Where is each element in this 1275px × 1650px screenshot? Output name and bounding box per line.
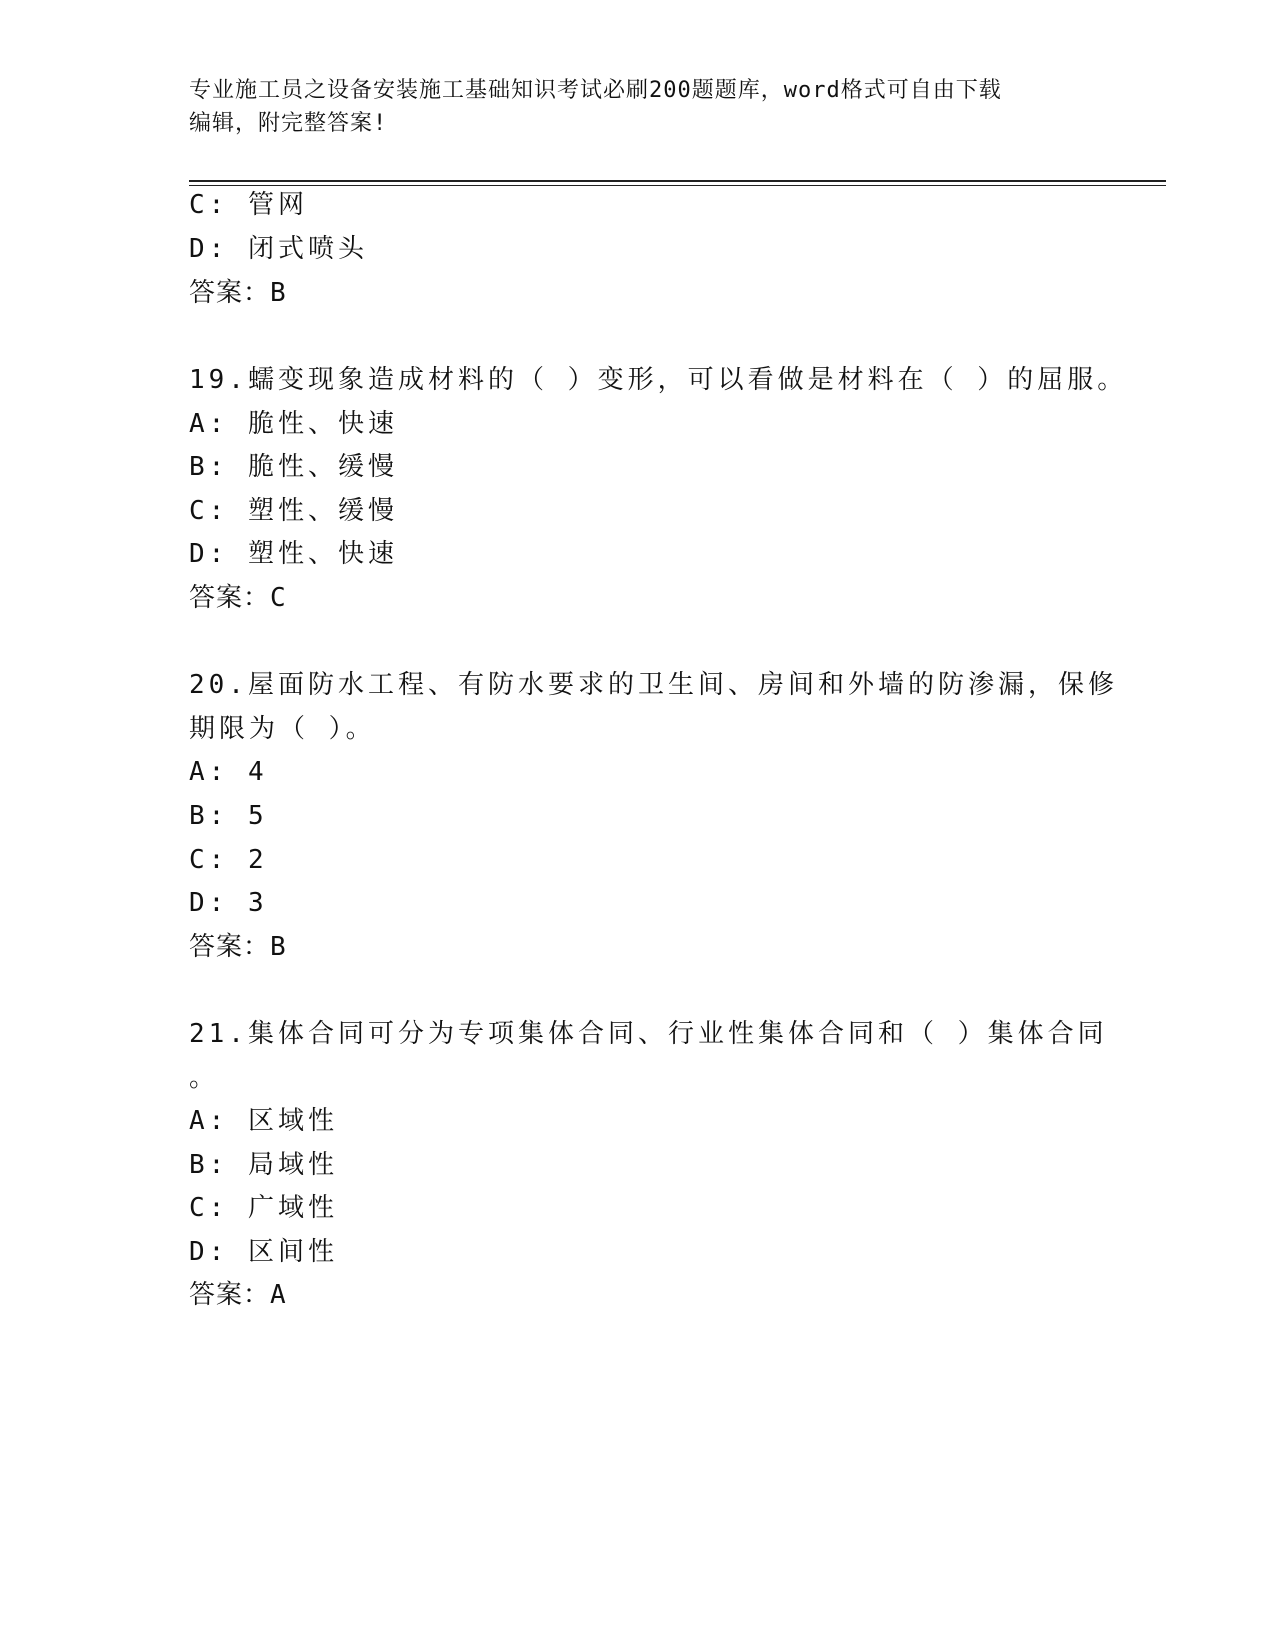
q21-option-a: A: 区域性 [189, 1106, 338, 1136]
q20-option-b: B: 5 [189, 801, 268, 831]
question-21-stem-line-2: 。 [189, 1063, 220, 1093]
q19-option-c: C: 塑性、缓慢 [189, 496, 398, 526]
q19-option-d: D: 塑性、快速 [189, 539, 398, 569]
q21-option-b: B: 局域性 [189, 1150, 338, 1180]
q21-answer: 答案：A [189, 1280, 287, 1310]
q19-answer: 答案：C [189, 583, 287, 613]
header-divider-thin [189, 185, 1166, 186]
q20-option-c: C: 2 [189, 845, 268, 875]
question-20-stem-line-1: 20.屋面防水工程、有防水要求的卫生间、房间和外墙的防渗漏，保修 [189, 670, 1118, 700]
q21-option-c: C: 广域性 [189, 1193, 338, 1223]
q21-option-d: D: 区间性 [189, 1237, 338, 1267]
header-line-1: 专业施工员之设备安装施工基础知识考试必刷200题题库，word格式可自由下载 [189, 78, 1002, 103]
header-line-2: 编辑，附完整答案! [189, 111, 388, 136]
question-19-stem: 19.蠕变现象造成材料的（ ）变形，可以看做是材料在（ ）的屈服。 [189, 365, 1128, 395]
document-header [189, 74, 1089, 140]
option-d: D: 闭式喷头 [189, 234, 368, 264]
q20-option-d: D: 3 [189, 888, 268, 918]
header-divider-thick [189, 180, 1166, 182]
q19-option-b: B: 脆性、缓慢 [189, 452, 398, 482]
answer: 答案：B [189, 278, 287, 308]
q20-option-a: A: 4 [189, 757, 268, 787]
question-20-stem-line-2: 期限为（ ）。 [189, 714, 376, 744]
q20-answer: 答案：B [189, 932, 287, 962]
q19-option-a: A: 脆性、快速 [189, 409, 398, 439]
option-c: C: 管网 [189, 190, 308, 220]
question-21-stem-line-1: 21.集体合同可分为专项集体合同、行业性集体合同和（ ）集体合同 [189, 1019, 1108, 1049]
